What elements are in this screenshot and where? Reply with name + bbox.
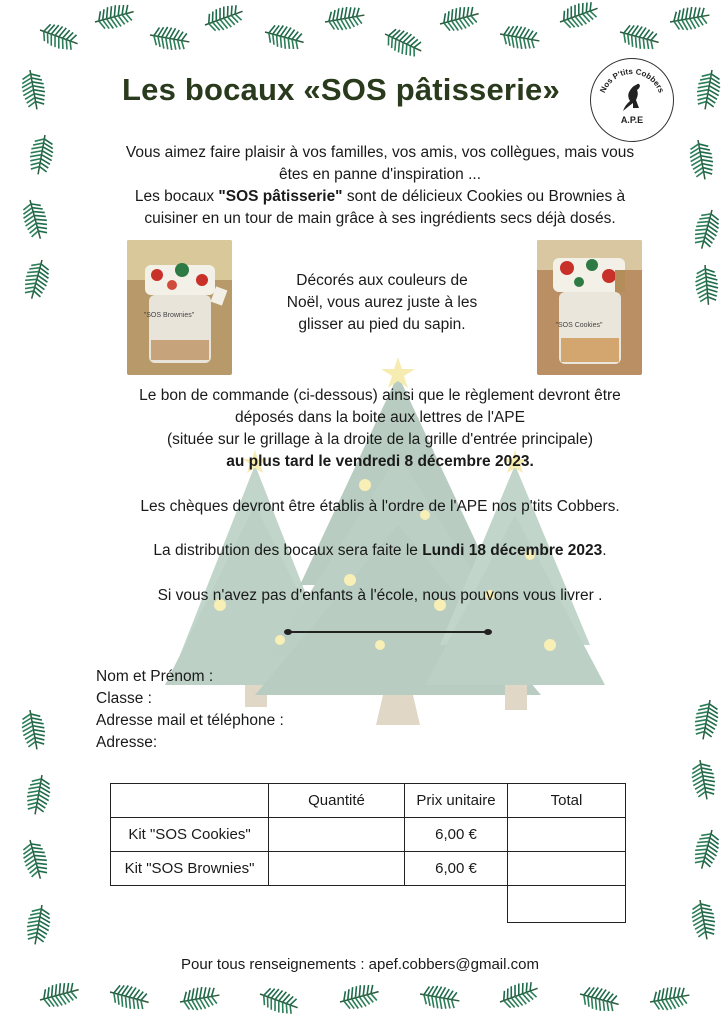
intro-paragraph	[100, 142, 660, 230]
kangaroo-icon	[618, 81, 646, 113]
order-line: (située sur le grillage à la droite de la grille d'entrée principale)	[167, 431, 593, 448]
grand-total-row	[111, 886, 626, 923]
order-line: déposés dans la boite aux lettres de l'APE	[235, 409, 525, 426]
order-instructions	[90, 385, 670, 473]
table-header-cell: Total	[508, 784, 626, 818]
order-line: Le bon de commande (ci-dessous) ainsi que le règlement devront être	[139, 387, 621, 404]
logo-initials: A.P.E	[620, 115, 644, 125]
cheque-instructions: Les chèques devront être établis à l'ordre de l'APE nos p'tits Cobbers.	[140, 498, 620, 515]
grand-total-cell[interactable]	[508, 886, 626, 923]
class-field-label[interactable]: Classe :	[96, 690, 152, 707]
price-cell: 6,00 €	[405, 852, 508, 886]
decor-paragraph	[262, 270, 502, 336]
table-row	[111, 818, 626, 852]
price-cell: 6,00 €	[405, 818, 508, 852]
table-header-cell	[111, 784, 269, 818]
contact-info: Pour tous renseignements : apef.cobbers@gmail.com	[181, 956, 539, 973]
email-phone-field-label[interactable]: Adresse mail et téléphone :	[96, 712, 284, 729]
delivery-note: Si vous n'avez pas d'enfants à l'école, nous pouvons vous livrer .	[157, 587, 603, 604]
product-cell: Kit "SOS Cookies"	[111, 818, 269, 852]
quantity-cell[interactable]	[269, 852, 405, 886]
product-name-bold: "SOS pâtisserie"	[218, 188, 343, 205]
cookies-jar-photo	[537, 240, 642, 375]
decor-line: glisser au pied du sapin.	[298, 316, 466, 333]
ape-logo	[590, 58, 674, 142]
total-cell[interactable]	[508, 852, 626, 886]
table-header-cell: Quantité	[269, 784, 405, 818]
order-form-fields	[96, 666, 284, 754]
decor-line: Noël, vous aurez juste à les	[286, 294, 478, 311]
order-deadline: au plus tard le vendredi 8 décembre 2023.	[226, 453, 534, 470]
jar-label-cookies: "SOS Cookies"	[555, 322, 603, 329]
product-cell: Kit "SOS Brownies"	[111, 852, 269, 886]
intro-line: cuisiner en un tour de main grâce à ses ingrédients secs déjà dosés.	[144, 210, 616, 227]
table-row	[111, 852, 626, 886]
quantity-cell[interactable]	[269, 818, 405, 852]
address-field-label[interactable]: Adresse:	[96, 734, 158, 751]
name-field-label[interactable]: Nom et Prénom :	[96, 668, 214, 685]
table-header-row	[111, 784, 626, 818]
order-table	[110, 783, 626, 923]
svg-text:Nos P'tits Cobbers: Nos P'tits Cobbers	[598, 66, 666, 95]
distribution-date: La distribution des bocaux sera faite le Lundi 18 décembre 2023.	[153, 542, 607, 559]
brownies-jar-photo	[127, 240, 232, 375]
decor-line: Décorés aux couleurs de	[296, 272, 468, 289]
intro-line: Les bocaux "SOS pâtisserie" sont de délicieux Cookies ou Brownies à	[134, 188, 626, 205]
intro-line: Vous aimez faire plaisir à vos familles, vos amis, vos collègues, mais vous	[125, 144, 635, 161]
intro-line: êtes en panne d'inspiration ...	[278, 166, 481, 183]
separator-line	[282, 627, 494, 637]
page-title: Les bocaux «SOS pâtisserie»	[122, 72, 560, 107]
total-cell[interactable]	[508, 818, 626, 852]
jar-label-brownies: "SOS Brownies"	[143, 312, 195, 319]
distribution-date-bold: Lundi 18 décembre 2023	[422, 542, 603, 559]
table-header-cell: Prix unitaire	[405, 784, 508, 818]
